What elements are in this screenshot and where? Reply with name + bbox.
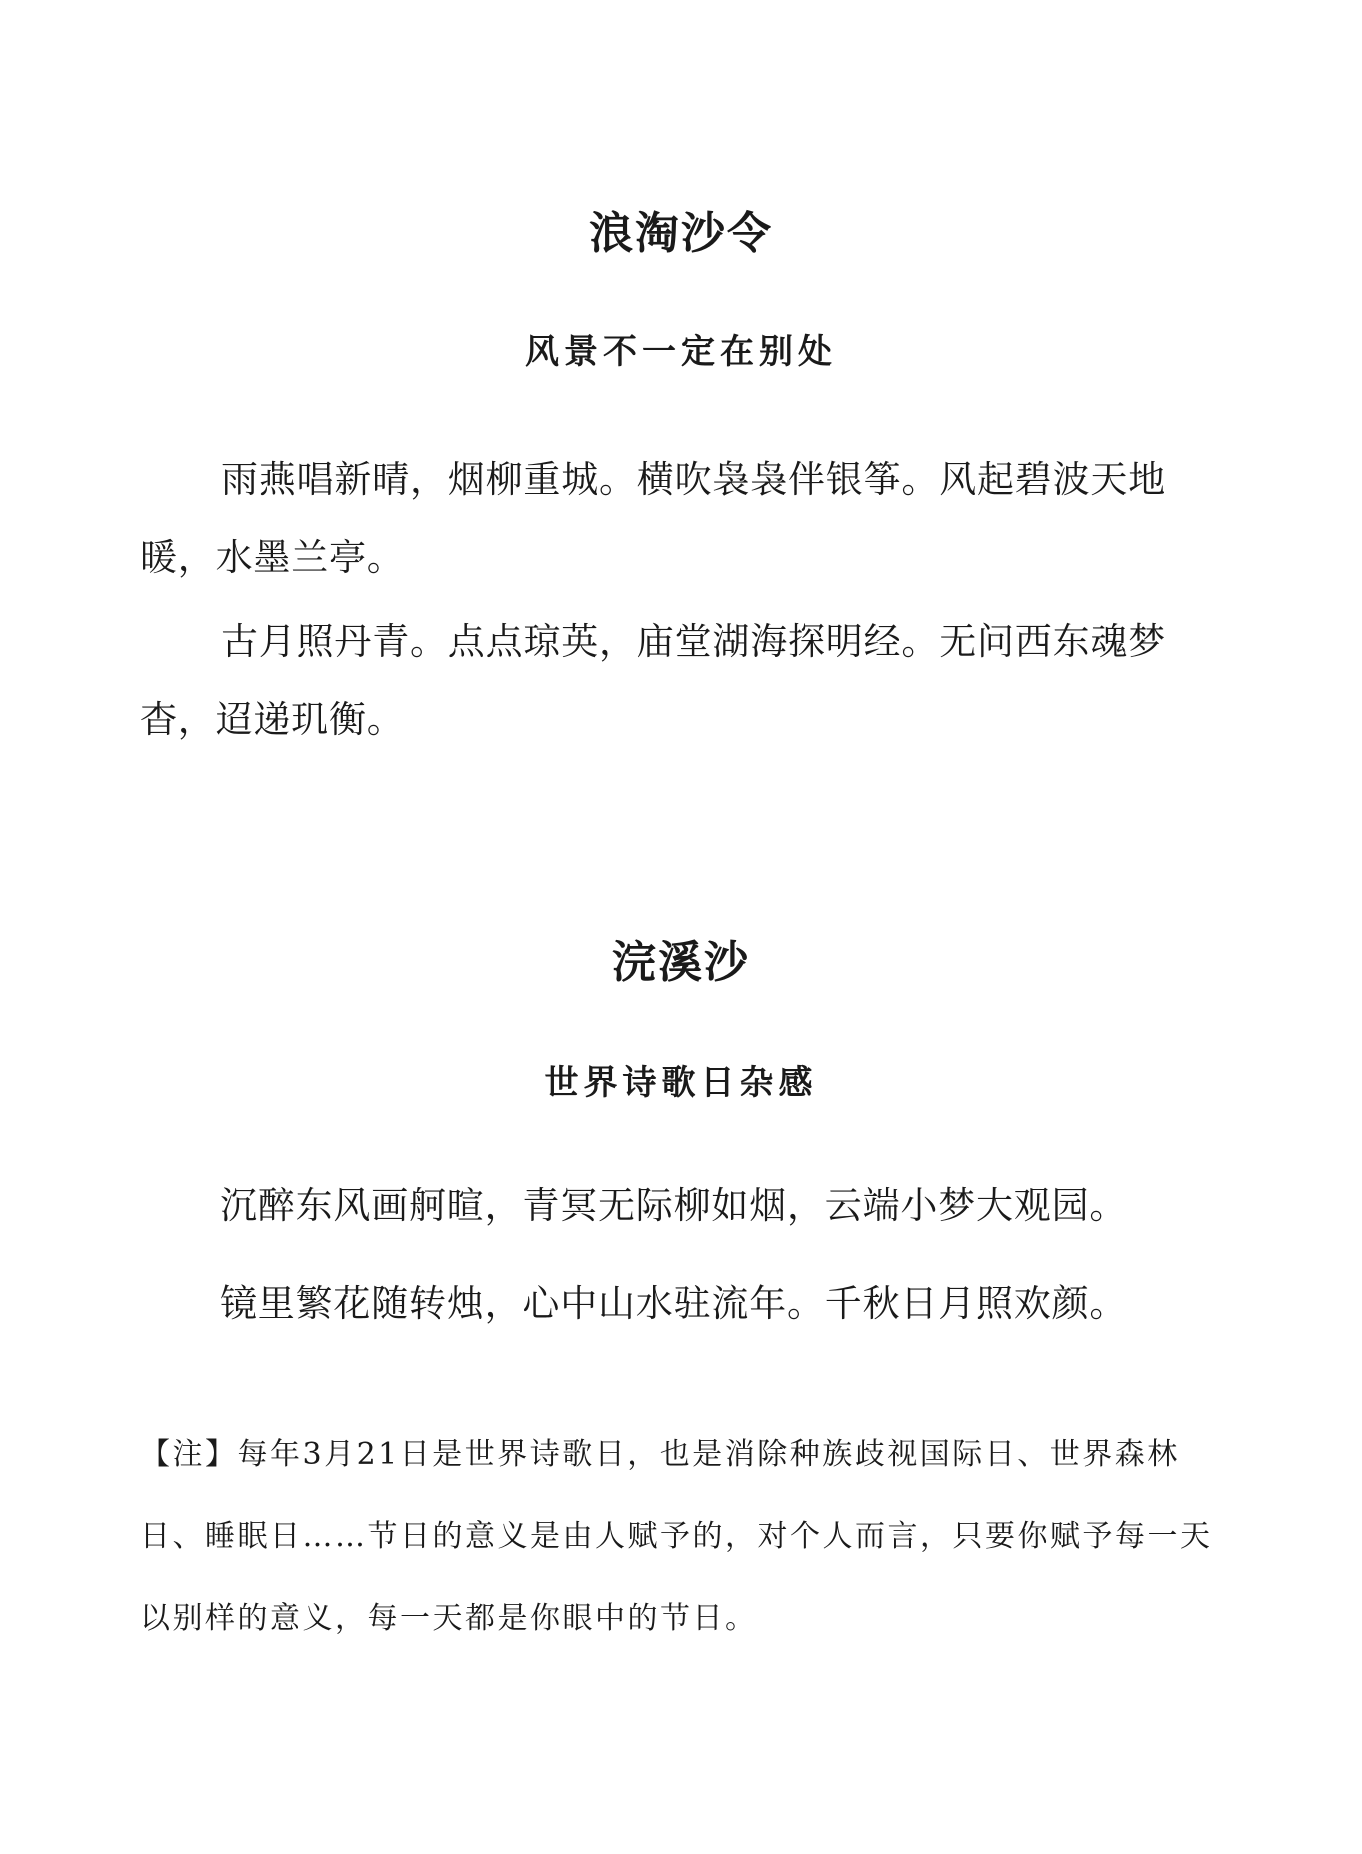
poem-stanza-2: 古月照丹青。点点琼英，庙堂湖海探明经。无问西东魂梦杳，迢递玑衡。 [140,620,1166,741]
poem-subtitle-1: 风景不一定在别处 [525,332,837,372]
poem-body-1 [140,441,1230,765]
poem-subtitle-2: 世界诗歌日杂感 [544,1063,818,1103]
poem-title-1: 浪淘沙令 [589,208,773,259]
poem-body-2 [220,1181,1280,1377]
poem-line-1: 沉醉东风画舸暄，青冥无际柳如烟，云端小梦大观园。 [220,1184,1128,1227]
footnote: 【注】每年3月21日是世界诗歌日，也是消除种族歧视国际日、世界森林日、睡眠日……节日的意义是由人赋予的，对个人而言，只要你赋予每一天以别样的意义，每一天都是你眼中的节日。 [140,1437,1213,1636]
poem-title-2: 浣溪沙 [612,937,750,988]
poem-stanza-1: 雨燕唱新晴，烟柳重城。横吹袅袅伴银筝。风起碧波天地暖，水墨兰亭。 [140,458,1166,579]
poem-line-2: 镜里繁花随转烛，心中山水驻流年。千秋日月照欢颜。 [220,1282,1128,1325]
